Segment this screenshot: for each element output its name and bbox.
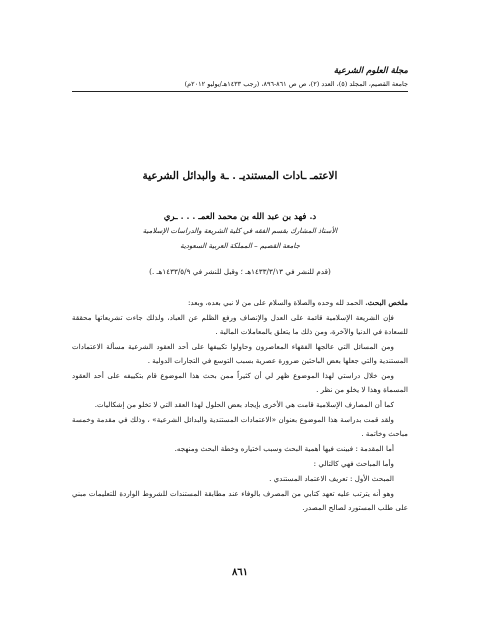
body-paragraph: أما المقدمة : فبينت فيها أهمية البحث وسبب اختياره وخطة البحث ومنهجه.: [174, 443, 394, 453]
author-affiliation-university: جامعة القصيم – المملكة العربية السعودية: [180, 241, 300, 250]
header-rule: [72, 91, 408, 92]
submission-dates: (قدم للنشر في ١٤٣٣/٣/١٣هـ ؛ وقبل للنشر في ١٤٣٣/٥/٩هـ .): [149, 266, 331, 276]
author-block: [72, 212, 408, 250]
body-paragraph: فإن الشريعة الإسلامية قائمة على العدل والإنصاف ورفع الظلم عن العباد، ولذلك جاءت تشريعاتها محققة للسعادة في الدنيا والآخرة، ومن ذلك ما يتعلق بالمعاملات المالية .: [72, 312, 408, 336]
body-paragraph: ولقد قمت بدراسة هذا الموضوع بعنوان «الاعتمادات المستندية والبدائل الشرعية» ، وذلك في مقدمة وخمسة مباحث وخاتمة .: [72, 414, 408, 438]
abstract-label: ملخص البحث.: [365, 297, 408, 307]
body-paragraph: ومن خلال دراستي لهذا الموضوع ظهر لي أن كثيراً ممن بحث هذا الموضوع قام بتكييفه على أحد العقود المسماة وهذا لا يخلو من نظر .: [72, 370, 408, 394]
body-paragraph: ومن المسائل التي عالجها الفقهاء المعاصرون وحاولوا تكييفها على أحد العقود الشرعية مسألة الاعتمادات المستندية والتي جعلها بعض الباحثين ضرورة عصرية بسبب التوسع في التجارات الدولية .: [72, 341, 408, 365]
abstract-opening-text: الحمد لله وحده والصلاة والسلام على من لا نبي بعده، وبعد:: [188, 297, 366, 307]
page-number: ٨٦١: [231, 567, 249, 578]
body-paragraph: وهو أنه يترتب عليه تعهد كتابي من المصرف بالوفاء عند مطابقة المستندات للشروط الواردة للتعليمات مبني على طلب المستورد لصالح المصدر.: [72, 489, 408, 513]
running-header: [72, 66, 408, 92]
author-name: د. فهد بن عبد الله بن محمد العمـ . . . ـري: [163, 212, 317, 223]
body-paragraph: المبحث الأول : تعريف الاعتماد المستندي .: [269, 474, 394, 483]
journal-title: مجلة العلوم الشرعية: [333, 66, 408, 76]
body-paragraph: وأما المباحث فهي كالتالي :: [313, 458, 394, 468]
abstract-opening: [72, 296, 408, 310]
author-affiliation-department: الأستاذ المشارك بقسم الفقه في كلية الشريعة والدراسات الإسلامية: [142, 227, 338, 236]
article-title: الاعتمـ ـادات المستنديـ . ـة والبدائل الشرعية: [142, 170, 338, 183]
body-paragraph: كما أن المصارف الإسلامية قامت هي الأخرى بإيجاد بعض الحلول لهذا العقد التي لا تخلو من إشكاليات.: [94, 399, 394, 409]
abstract-body: [72, 296, 408, 515]
journal-citation: جامعة القصيم، المجلد (٥)، العدد (٢)، ص ص ٨٦١-٨٩٦، (رجب ١٤٣٣هـ/يوليو ٢٠١٢م): [184, 80, 408, 88]
